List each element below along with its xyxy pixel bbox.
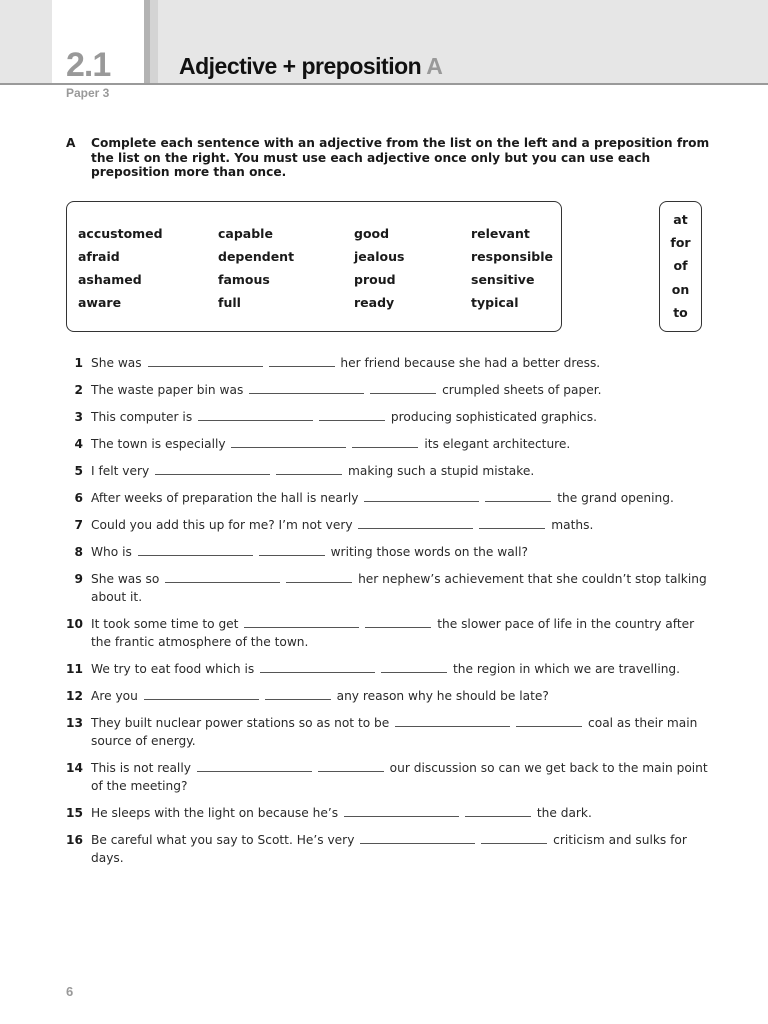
adjective-item: capable (218, 226, 273, 241)
preposition-blank[interactable] (381, 660, 447, 673)
sentence-text-before: The waste paper bin was (91, 383, 244, 397)
sentence-number: 11 (66, 662, 83, 676)
adjective-blank[interactable] (138, 543, 253, 556)
sentence-item (66, 516, 716, 534)
sentence-number: 16 (66, 833, 83, 847)
adjective-blank[interactable] (144, 687, 259, 700)
sentence-text-before: Are you (91, 689, 138, 703)
adjective-blank[interactable] (244, 615, 359, 628)
sentence-item (66, 714, 716, 750)
preposition-blank[interactable] (319, 408, 385, 421)
sentence-text-after: writing those words on the wall? (330, 545, 528, 559)
adjective-item: famous (218, 272, 270, 287)
adjective-column (354, 222, 404, 314)
adjective-item: typical (471, 295, 519, 310)
sentence-item (66, 615, 716, 651)
sentence-text-before: This is not really (91, 761, 191, 775)
preposition-blank[interactable] (265, 687, 331, 700)
adjective-item: good (354, 226, 390, 241)
sentence-text-after: her nephew’s achievement that she couldn’t stop talking about it. (91, 572, 707, 604)
sentence-item (66, 759, 716, 795)
adjective-blank[interactable] (231, 435, 346, 448)
sentence-item (66, 489, 716, 507)
sentence-number: 8 (74, 545, 83, 559)
sentence-text-before: She was (91, 356, 142, 370)
adjective-list-box (66, 201, 562, 332)
sentence-text-after: producing sophisticated graphics. (390, 410, 597, 424)
sentence-text-before: This computer is (91, 410, 193, 424)
sentence-number: 9 (74, 572, 83, 586)
sentence-text-after: its elegant architecture. (424, 437, 571, 451)
preposition-item: at (673, 212, 688, 227)
adjective-blank[interactable] (364, 489, 479, 502)
adjective-blank[interactable] (165, 570, 280, 583)
sentence-text-after: coal as their main source of energy. (91, 716, 698, 748)
page-title (179, 53, 442, 80)
preposition-item: of (673, 258, 688, 274)
sentence-item (66, 570, 716, 606)
sentence-number: 15 (66, 806, 83, 820)
sentence-text-before: It took some time to get (91, 617, 239, 631)
sentence-text-before: We try to eat food which is (91, 662, 255, 676)
sentence-list (66, 354, 716, 876)
adjective-column (78, 222, 163, 314)
sentence-item (66, 804, 716, 822)
preposition-blank[interactable] (479, 516, 545, 529)
adjective-column (218, 222, 294, 314)
sentence-number: 3 (74, 410, 83, 424)
sentence-item (66, 381, 716, 399)
sentence-text-before: After weeks of preparation the hall is nearly (91, 491, 359, 505)
adjective-item: jealous (354, 249, 405, 264)
preposition-blank[interactable] (485, 489, 551, 502)
preposition-blank[interactable] (286, 570, 352, 583)
adjective-blank[interactable] (197, 759, 312, 772)
sentence-item (66, 543, 716, 561)
sentence-text-after: the slower pace of life in the country after the frantic atmosphere of the town. (91, 617, 695, 649)
sentence-number: 6 (74, 491, 83, 505)
adjective-column (471, 222, 553, 314)
sentence-number: 5 (74, 464, 83, 478)
adjective-item: ashamed (78, 272, 142, 287)
sentence-text-after: making such a stupid mistake. (347, 464, 535, 478)
sentence-text-before: He sleeps with the light on because he’s (91, 806, 339, 820)
sentence-text-before: Could you add this up for me? I’m not very (91, 518, 353, 532)
adjective-item: responsible (471, 249, 553, 264)
title-letter: A (426, 53, 443, 79)
adjective-blank[interactable] (260, 660, 375, 673)
sentence-number: 14 (66, 761, 83, 775)
preposition-item: on (671, 281, 690, 297)
adjective-blank[interactable] (360, 831, 475, 844)
adjective-item: aware (78, 295, 122, 310)
page-number: 6 (66, 984, 74, 999)
preposition-blank[interactable] (318, 759, 384, 772)
sentence-text-after: crumpled sheets of paper. (442, 383, 602, 397)
sentence-text-after: criticism and sulks for days. (91, 833, 687, 865)
adjective-blank[interactable] (344, 804, 459, 817)
adjective-blank[interactable] (358, 516, 473, 529)
adjective-item: relevant (471, 226, 530, 241)
sentence-number: 10 (66, 617, 83, 631)
sentence-item (66, 435, 716, 453)
sentence-number: 2 (74, 383, 83, 397)
sentence-item (66, 831, 716, 867)
adjective-blank[interactable] (155, 462, 270, 475)
preposition-blank[interactable] (370, 381, 436, 394)
sentence-text-before: The town is especially (91, 437, 226, 451)
adjective-item: afraid (78, 249, 120, 264)
sentence-number: 12 (66, 689, 83, 703)
adjective-item: ready (354, 295, 395, 310)
adjective-item: full (218, 295, 241, 310)
sentence-text-after: maths. (551, 518, 594, 532)
sentence-number: 1 (74, 356, 83, 370)
preposition-blank[interactable] (365, 615, 431, 628)
sentence-item (66, 408, 716, 426)
preposition-item: for (670, 235, 691, 251)
sentence-text-before: Be careful what you say to Scott. He’s very (91, 833, 355, 847)
sentence-text-before: They built nuclear power stations so as not to be (91, 716, 390, 730)
instruction-letter: A (66, 136, 76, 150)
sentence-item (66, 687, 716, 705)
header-divider-bar-light (150, 0, 158, 83)
title-text: Adjective + preposition (179, 53, 422, 79)
preposition-item: to (673, 304, 688, 320)
preposition-blank[interactable] (516, 714, 582, 727)
adjective-item: sensitive (471, 272, 535, 287)
preposition-blank[interactable] (269, 354, 335, 367)
preposition-list-box (659, 201, 702, 332)
preposition-list (660, 208, 701, 324)
sentence-number: 4 (74, 437, 83, 451)
sentence-text-before: She was so (91, 572, 160, 586)
sentence-text-before: Who is (91, 545, 132, 559)
exercise-instruction (66, 136, 716, 180)
sentence-text-after: the dark. (536, 806, 592, 820)
adjective-blank[interactable] (148, 354, 263, 367)
sentence-item (66, 660, 716, 678)
preposition-blank[interactable] (465, 804, 531, 817)
adjective-blank[interactable] (198, 408, 313, 421)
sentence-number: 13 (66, 716, 83, 730)
sentence-item (66, 354, 716, 372)
sentence-text-after: any reason why he should be late? (336, 689, 549, 703)
paper-label: Paper 3 (66, 86, 110, 100)
sentence-text-after: her friend because she had a better dress. (340, 356, 601, 370)
adjective-blank[interactable] (249, 381, 364, 394)
adjective-item: accustomed (78, 226, 163, 241)
preposition-blank[interactable] (481, 831, 547, 844)
sentence-text-after: our discussion so can we get back to the main point of the meeting? (91, 761, 708, 793)
preposition-blank[interactable] (259, 543, 325, 556)
sentence-number: 7 (74, 518, 83, 532)
preposition-blank[interactable] (352, 435, 418, 448)
sentence-text-after: the region in which we are travelling. (453, 662, 681, 676)
adjective-item: proud (354, 272, 396, 287)
adjective-blank[interactable] (395, 714, 510, 727)
preposition-blank[interactable] (276, 462, 342, 475)
sentence-text-before: I felt very (91, 464, 150, 478)
sentence-item (66, 462, 716, 480)
header-rule (0, 83, 768, 85)
adjective-item: dependent (218, 249, 295, 264)
sentence-text-after: the grand opening. (557, 491, 674, 505)
instruction-text: Complete each sentence with an adjective from the list on the left and a preposition from the list on the right. You must use each adjective once only but you can use each preposition more than once. (91, 136, 710, 179)
section-number: 2.1 (66, 46, 111, 84)
